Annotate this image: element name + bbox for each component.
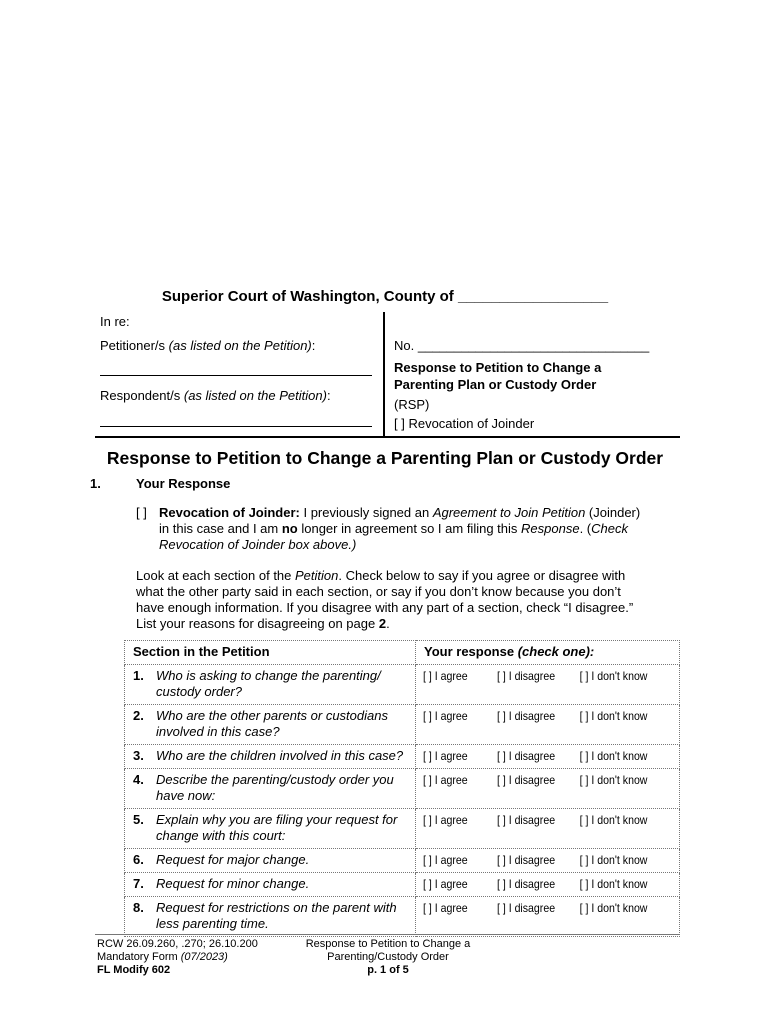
question-number: 6. xyxy=(133,852,144,867)
petitioner-label: Petitioner/s (as listed on the Petition): xyxy=(100,338,316,353)
table-row xyxy=(125,809,680,849)
column-header-response: Your response (check one): xyxy=(416,641,680,665)
response-table xyxy=(124,640,680,937)
agree-checkbox[interactable]: [ ] I agree xyxy=(423,877,468,891)
question-number: 4. xyxy=(133,772,144,787)
disagree-checkbox[interactable]: [ ] I disagree xyxy=(496,877,556,891)
instructions-line1: Look at each section of the Petition. Check below to say if you agree or disagree with xyxy=(136,568,626,583)
agree-checkbox[interactable]: [ ] I agree xyxy=(423,749,468,763)
response-cell xyxy=(416,665,680,705)
table-row xyxy=(125,769,680,809)
agree-checkbox[interactable]: [ ] I agree xyxy=(423,901,468,915)
footer-form-id: FL Modify 602 xyxy=(97,964,171,976)
table-row xyxy=(125,665,680,705)
footer-form-status: Mandatory Form (07/2023) xyxy=(97,951,228,963)
question-cell xyxy=(125,705,416,745)
section-title: Your Response xyxy=(136,476,231,491)
agree-checkbox[interactable]: [ ] I agree xyxy=(423,709,468,723)
footer-doc-title-1: Response to Petition to Change a xyxy=(305,938,471,950)
dont-know-checkbox[interactable]: [ ] I don't know xyxy=(579,877,648,891)
footer-page-number: p. 1 of 5 xyxy=(367,964,409,976)
table-row xyxy=(125,897,680,937)
disagree-checkbox[interactable]: [ ] I disagree xyxy=(496,749,556,763)
response-cell xyxy=(416,705,680,745)
disagree-checkbox[interactable]: [ ] I disagree xyxy=(496,813,556,827)
instructions-paragraph xyxy=(136,568,676,632)
agree-checkbox[interactable]: [ ] I agree xyxy=(423,813,468,827)
dont-know-checkbox[interactable]: [ ] I don't know xyxy=(579,813,648,827)
respondent-name-line[interactable] xyxy=(100,426,372,427)
agree-checkbox[interactable]: [ ] I agree xyxy=(423,669,468,683)
question-cell xyxy=(125,745,416,769)
dont-know-checkbox[interactable]: [ ] I don't know xyxy=(579,773,648,787)
question-text: Who are the other parents or custodians involved in this case? xyxy=(156,708,388,739)
footer-statute: RCW 26.09.260, .270; 26.10.200 xyxy=(97,938,258,950)
question-number: 1. xyxy=(133,668,144,683)
table-header-row xyxy=(125,641,680,665)
question-text: Request for restrictions on the parent with less parenting time. xyxy=(156,900,397,931)
agree-checkbox[interactable]: [ ] I agree xyxy=(423,853,468,867)
question-text: Request for major change. xyxy=(156,852,310,867)
footer-rule xyxy=(95,934,680,935)
question-number: 7. xyxy=(133,876,144,891)
agree-checkbox[interactable]: [ ] I agree xyxy=(423,773,468,787)
disagree-checkbox[interactable]: [ ] I disagree xyxy=(496,669,556,683)
disagree-checkbox[interactable]: [ ] I disagree xyxy=(496,773,556,787)
caption-bottom-rule xyxy=(95,436,680,438)
question-cell xyxy=(125,769,416,809)
revocation-line3: Revocation of Joinder box above.) xyxy=(159,537,357,552)
doc-code: (RSP) xyxy=(394,397,430,412)
question-text: Describe the parenting/custody order you have now: xyxy=(156,772,394,803)
question-number: 2. xyxy=(133,708,144,723)
response-cell xyxy=(416,897,680,937)
instructions-line2: what the other party said in each section, or say if you don’t know because you don’t xyxy=(136,584,621,599)
instructions-line3: have enough information. If you disagree with any part of a section, check “I disagree.” xyxy=(136,600,634,615)
revocation-paragraph xyxy=(159,505,679,553)
disagree-checkbox[interactable]: [ ] I disagree xyxy=(496,901,556,915)
question-text: Request for minor change. xyxy=(156,876,310,891)
question-text: Explain why you are filing your request for change with this court: xyxy=(156,812,398,843)
table-row xyxy=(125,705,680,745)
response-cell xyxy=(416,745,680,769)
disagree-checkbox[interactable]: [ ] I disagree xyxy=(496,853,556,867)
footer-center xyxy=(290,938,486,977)
question-cell xyxy=(125,665,416,705)
footer-doc-title-2: Parenting/Custody Order xyxy=(327,951,449,963)
disagree-checkbox[interactable]: [ ] I disagree xyxy=(496,709,556,723)
in-re-label: In re: xyxy=(100,314,130,329)
instructions-line4: List your reasons for disagreeing on page 2. xyxy=(136,616,390,631)
question-cell xyxy=(125,873,416,897)
revocation-line1: Revocation of Joinder: I previously signed an Agreement to Join Petition (Joinder) xyxy=(159,505,641,520)
dont-know-checkbox[interactable]: [ ] I don't know xyxy=(579,901,648,915)
response-cell xyxy=(416,809,680,849)
response-cell xyxy=(416,849,680,873)
caption-divider xyxy=(383,312,385,436)
table-row xyxy=(125,745,680,769)
dont-know-checkbox[interactable]: [ ] I don't know xyxy=(579,669,648,683)
table-row xyxy=(125,873,680,897)
question-cell xyxy=(125,849,416,873)
question-cell xyxy=(125,897,416,937)
question-number: 5. xyxy=(133,812,144,827)
footer-left xyxy=(97,938,258,977)
page-title: Response to Petition to Change a Parenting Plan or Custody Order xyxy=(106,448,664,468)
section-number: 1. xyxy=(90,476,101,491)
table-body xyxy=(125,665,680,937)
question-number: 3. xyxy=(133,748,144,763)
dont-know-checkbox[interactable]: [ ] I don't know xyxy=(579,749,648,763)
petitioner-name-line[interactable] xyxy=(100,375,372,376)
court-title: Superior Court of Washington, County of __________________ xyxy=(161,288,609,305)
dont-know-checkbox[interactable]: [ ] I don't know xyxy=(579,853,648,867)
revocation-checkbox-caption[interactable]: [ ] Revocation of Joinder xyxy=(394,416,535,431)
question-number: 8. xyxy=(133,900,144,915)
case-number-field[interactable]: No. ________________________________ xyxy=(394,338,650,353)
revocation-line2: in this case and I am no longer in agreement so I am filing this Response. (Check xyxy=(159,521,628,536)
table-row xyxy=(125,849,680,873)
question-cell xyxy=(125,809,416,849)
doc-title-line1: Response to Petition to Change a xyxy=(394,360,602,375)
respondent-label: Respondent/s (as listed on the Petition): xyxy=(100,388,331,403)
dont-know-checkbox[interactable]: [ ] I don't know xyxy=(579,709,648,723)
question-text: Who is asking to change the parenting/ custody order? xyxy=(156,668,381,699)
response-cell xyxy=(416,769,680,809)
question-text: Who are the children involved in this case? xyxy=(156,748,404,763)
response-cell xyxy=(416,873,680,897)
revocation-checkbox[interactable]: [ ] xyxy=(136,505,147,520)
column-header-section: Section in the Petition xyxy=(125,641,416,665)
doc-title-line2: Parenting Plan or Custody Order xyxy=(394,377,597,392)
